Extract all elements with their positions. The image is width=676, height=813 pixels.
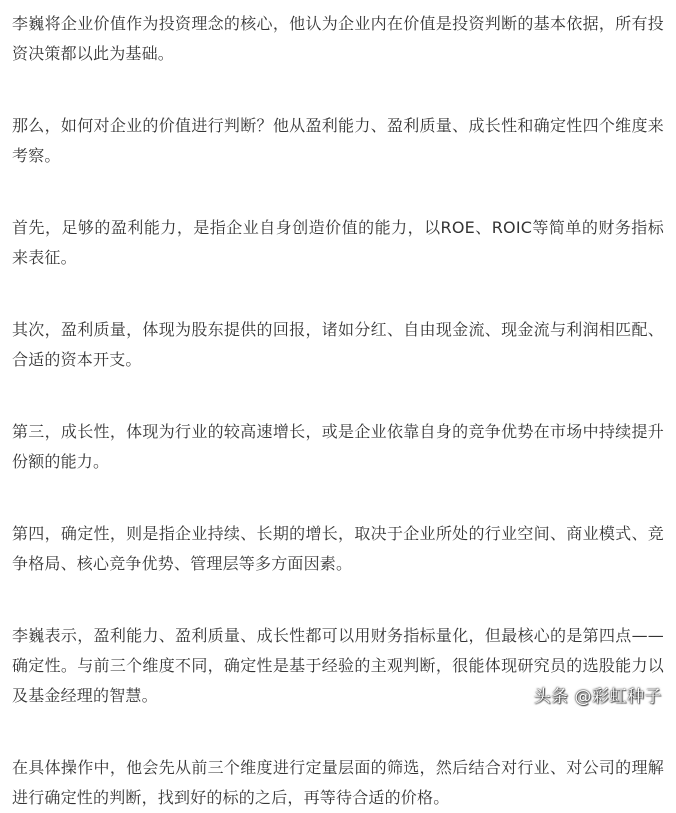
source-watermark: 头条 @彩虹种子 — [533, 687, 662, 707]
paragraph-intro: 李巍将企业价值作为投资理念的核心，他认为企业内在价值是投资判断的基本依据，所有投资决策都以此为基础。 — [12, 14, 664, 63]
paragraph-process: 在具体操作中，他会先从前三个维度进行定量层面的筛选，然后结合对行业、对公司的理解进行确定性的判断，找到好的标的之后，再等待合适的价格。 — [12, 758, 664, 807]
paragraph-second: 其次，盈利质量，体现为股东提供的回报，诸如分红、自由现金流、现金流与利润相匹配、合适的资本开支。 — [12, 320, 664, 369]
paragraph-fourth: 第四，确定性，则是指企业持续、长期的增长，取决于企业所处的行业空间、商业模式、竞争格局、核心竞争优势、管理层等多方面因素。 — [12, 524, 664, 573]
paragraph-question: 那么，如何对企业的价值进行判断？他从盈利能力、盈利质量、成长性和确定性四个维度来考察。 — [12, 116, 664, 165]
paragraph-first: 首先，足够的盈利能力，是指企业自身创造价值的能力，以ROE、ROIC等简单的财务指标来表征。 — [12, 218, 664, 267]
paragraph-summary: 李巍表示，盈利能力、盈利质量、成长性都可以用财务指标量化，但最核心的是第四点——确定性。与前三个维度不同，确定性是基于经验的主观判断，很能体现研究员的选股能力以及基金经理的智慧。 — [12, 626, 664, 705]
paragraph-third: 第三，成长性，体现为行业的较高速增长，或是企业依靠自身的竞争优势在市场中持续提升份额的能力。 — [12, 422, 664, 471]
